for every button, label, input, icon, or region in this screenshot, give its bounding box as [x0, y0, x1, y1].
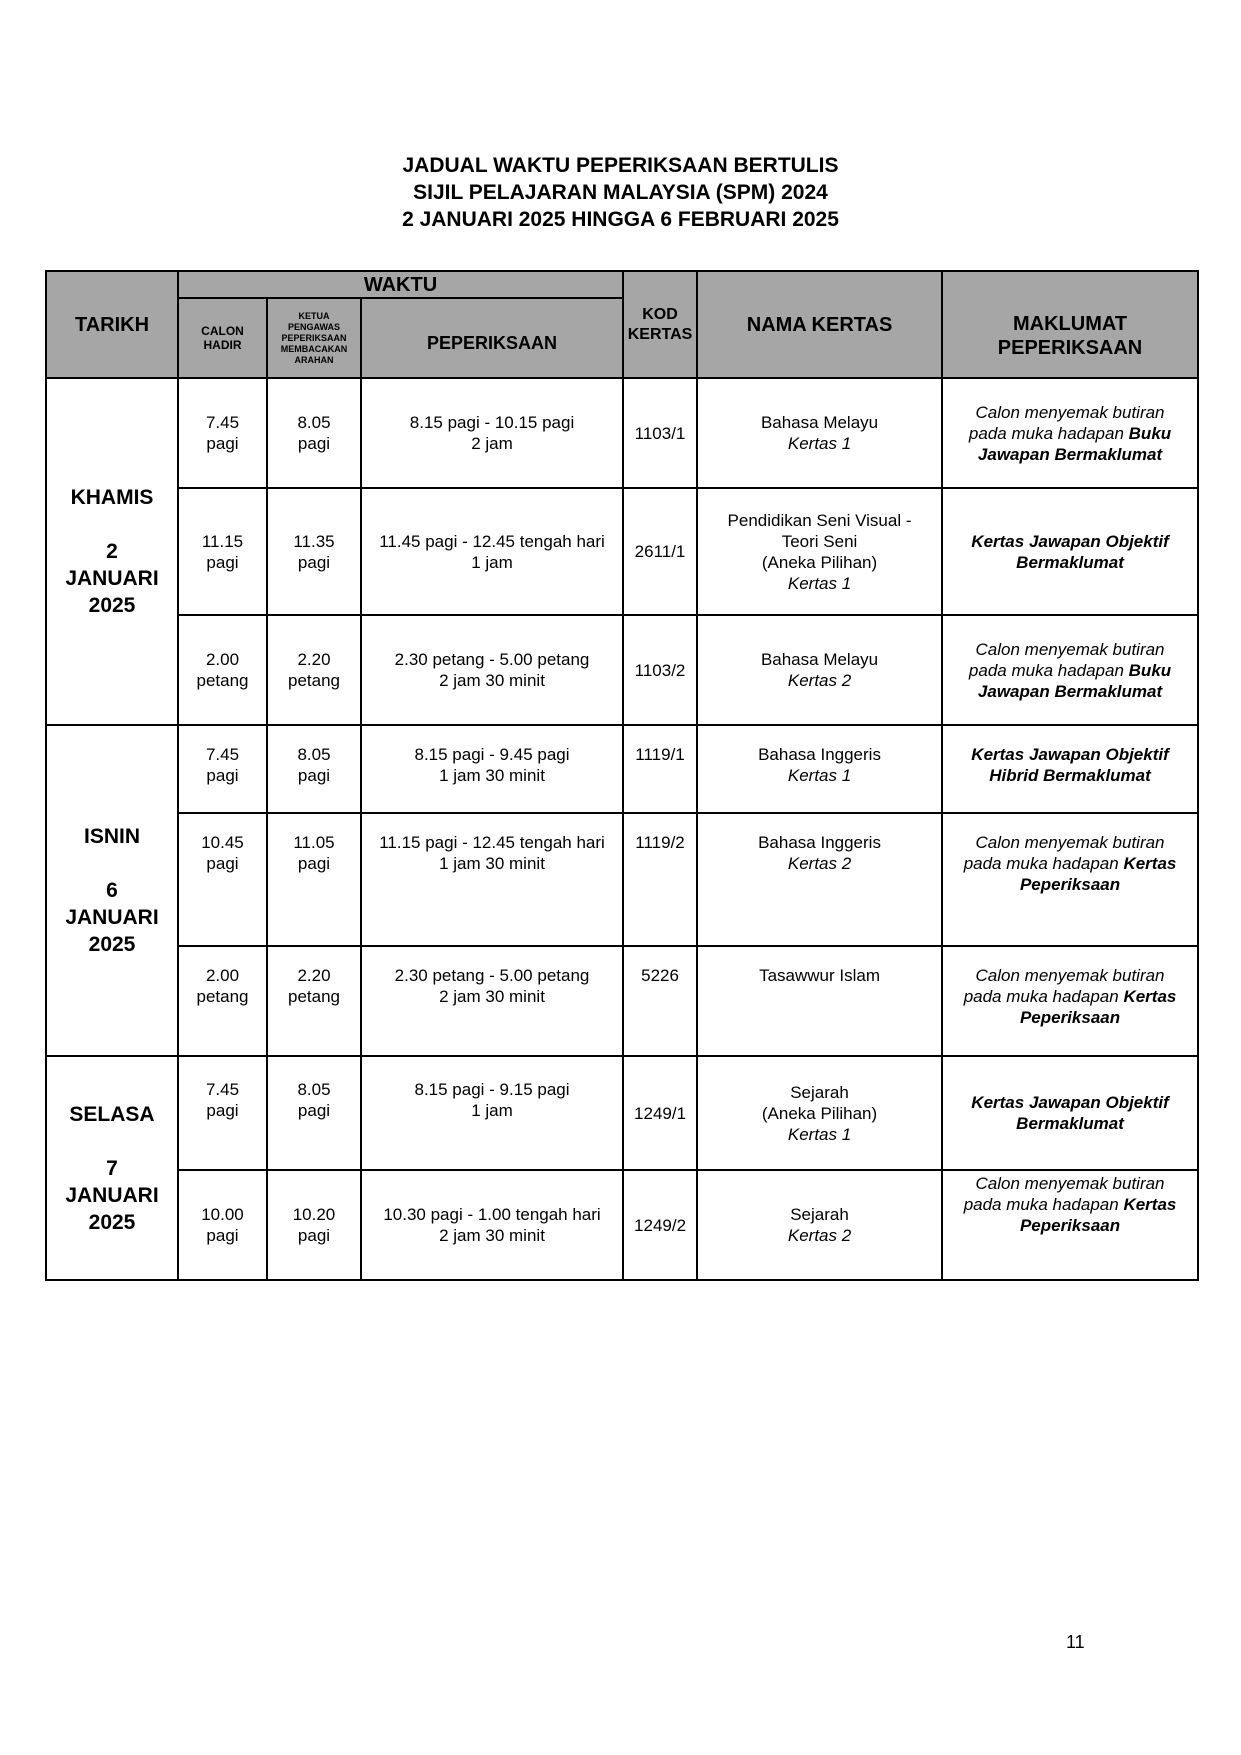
calon-hadir-cell: 11.15 pagi: [178, 488, 267, 615]
paper-name-cell: Bahasa Inggeris Kertas 2: [697, 813, 942, 946]
header-waktu: WAKTU: [178, 271, 623, 298]
exam-info-cell: Calon menyemak butiran pada muka hadapan Kertas Peperiksaan: [942, 1170, 1198, 1280]
calon-hadir-cell: 10.45 pagi: [178, 813, 267, 946]
document-title: [0, 152, 1241, 233]
ketua-cell: 8.05 pagi: [267, 1056, 361, 1170]
day-cell-selasa: SELASA 7 JANUARI 2025: [46, 1056, 178, 1280]
exam-info-cell: Calon menyemak butiran pada muka hadapan Kertas Peperiksaan: [942, 813, 1198, 946]
paper-name-cell: Bahasa Melayu Kertas 2: [697, 615, 942, 725]
paper-name-cell: Tasawwur Islam: [697, 946, 942, 1056]
table-row: [46, 378, 1198, 488]
ketua-cell: 2.20 petang: [267, 946, 361, 1056]
calon-hadir-cell: 7.45 pagi: [178, 378, 267, 488]
exam-time-cell: 2.30 petang - 5.00 petang 2 jam 30 minit: [361, 615, 623, 725]
table-row: [46, 1056, 1198, 1170]
paper-name-cell: Sejarah Kertas 2: [697, 1170, 942, 1280]
header-nama-kertas: NAMA KERTAS: [697, 271, 942, 378]
ketua-cell: 8.05 pagi: [267, 725, 361, 813]
exam-time-cell: 11.15 pagi - 12.45 tengah hari 1 jam 30 minit: [361, 813, 623, 946]
exam-time-cell: 8.15 pagi - 9.15 pagi 1 jam: [361, 1056, 623, 1170]
calon-hadir-cell: 2.00 petang: [178, 615, 267, 725]
ketua-cell: 11.05 pagi: [267, 813, 361, 946]
paper-code-cell: 1119/1: [623, 725, 697, 813]
calon-hadir-cell: 7.45 pagi: [178, 1056, 267, 1170]
paper-code-cell: 1249/1: [623, 1056, 697, 1170]
table-row: [46, 725, 1198, 813]
exam-info-cell: Kertas Jawapan Objektif Bermaklumat: [942, 1056, 1198, 1170]
ketua-cell: 10.20 pagi: [267, 1170, 361, 1280]
ketua-cell: 2.20 petang: [267, 615, 361, 725]
table-row: [46, 1170, 1198, 1280]
exam-info-cell: Calon menyemak butiran pada muka hadapan Buku Jawapan Bermaklumat: [942, 378, 1198, 488]
exam-time-cell: 8.15 pagi - 9.45 pagi 1 jam 30 minit: [361, 725, 623, 813]
exam-time-cell: 10.30 pagi - 1.00 tengah hari 2 jam 30 minit: [361, 1170, 623, 1280]
paper-code-cell: 1103/1: [623, 378, 697, 488]
exam-schedule-table: [45, 270, 1199, 1281]
day-cell-khamis: KHAMIS 2 JANUARI 2025: [46, 378, 178, 725]
page-number: 11: [1066, 1632, 1085, 1652]
calon-hadir-cell: 2.00 petang: [178, 946, 267, 1056]
table-row: [46, 813, 1198, 946]
exam-time-cell: 11.45 pagi - 12.45 tengah hari 1 jam: [361, 488, 623, 615]
exam-info-cell: Calon menyemak butiran pada muka hadapan Kertas Peperiksaan: [942, 946, 1198, 1056]
paper-code-cell: 1249/2: [623, 1170, 697, 1280]
title-line-2: SIJIL PELAJARAN MALAYSIA (SPM) 2024: [413, 181, 828, 204]
header-peperiksaan: PEPERIKSAAN: [361, 298, 623, 378]
paper-code-cell: 1119/2: [623, 813, 697, 946]
exam-info-cell: Kertas Jawapan Objektif Bermaklumat: [942, 488, 1198, 615]
paper-name-cell: Bahasa Melayu Kertas 1: [697, 378, 942, 488]
header-maklumat: MAKLUMAT PEPERIKSAAN: [942, 271, 1198, 378]
exam-time-cell: 2.30 petang - 5.00 petang 2 jam 30 minit: [361, 946, 623, 1056]
header-kod-kertas: KOD KERTAS: [623, 271, 697, 378]
calon-hadir-cell: 7.45 pagi: [178, 725, 267, 813]
table-row: [46, 615, 1198, 725]
table-row: [46, 946, 1198, 1056]
ketua-cell: 8.05 pagi: [267, 378, 361, 488]
paper-code-cell: 2611/1: [623, 488, 697, 615]
title-line-1: JADUAL WAKTU PEPERIKSAAN BERTULIS: [402, 154, 839, 177]
ketua-cell: 11.35 pagi: [267, 488, 361, 615]
calon-hadir-cell: 10.00 pagi: [178, 1170, 267, 1280]
paper-name-cell: Pendidikan Seni Visual - Teori Seni (Aneka Pilihan) Kertas 1: [697, 488, 942, 615]
header-ketua-pengawas: KETUA PENGAWAS PEPERIKSAAN MEMBACAKAN ARAHAN: [267, 298, 361, 378]
paper-name-cell: Bahasa Inggeris Kertas 1: [697, 725, 942, 813]
title-line-3: 2 JANUARI 2025 HINGGA 6 FEBRUARI 2025: [402, 208, 839, 231]
exam-info-cell: Calon menyemak butiran pada muka hadapan Buku Jawapan Bermaklumat: [942, 615, 1198, 725]
table-row: [46, 488, 1198, 615]
exam-time-cell: 8.15 pagi - 10.15 pagi 2 jam: [361, 378, 623, 488]
paper-code-cell: 1103/2: [623, 615, 697, 725]
paper-code-cell: 5226: [623, 946, 697, 1056]
header-tarikh: TARIKH: [46, 271, 178, 378]
header-calon-hadir: CALON HADIR: [178, 298, 267, 378]
day-cell-isnin: ISNIN 6 JANUARI 2025: [46, 725, 178, 1056]
paper-name-cell: Sejarah (Aneka Pilihan) Kertas 1: [697, 1056, 942, 1170]
exam-info-cell: Kertas Jawapan Objektif Hibrid Bermaklumat: [942, 725, 1198, 813]
